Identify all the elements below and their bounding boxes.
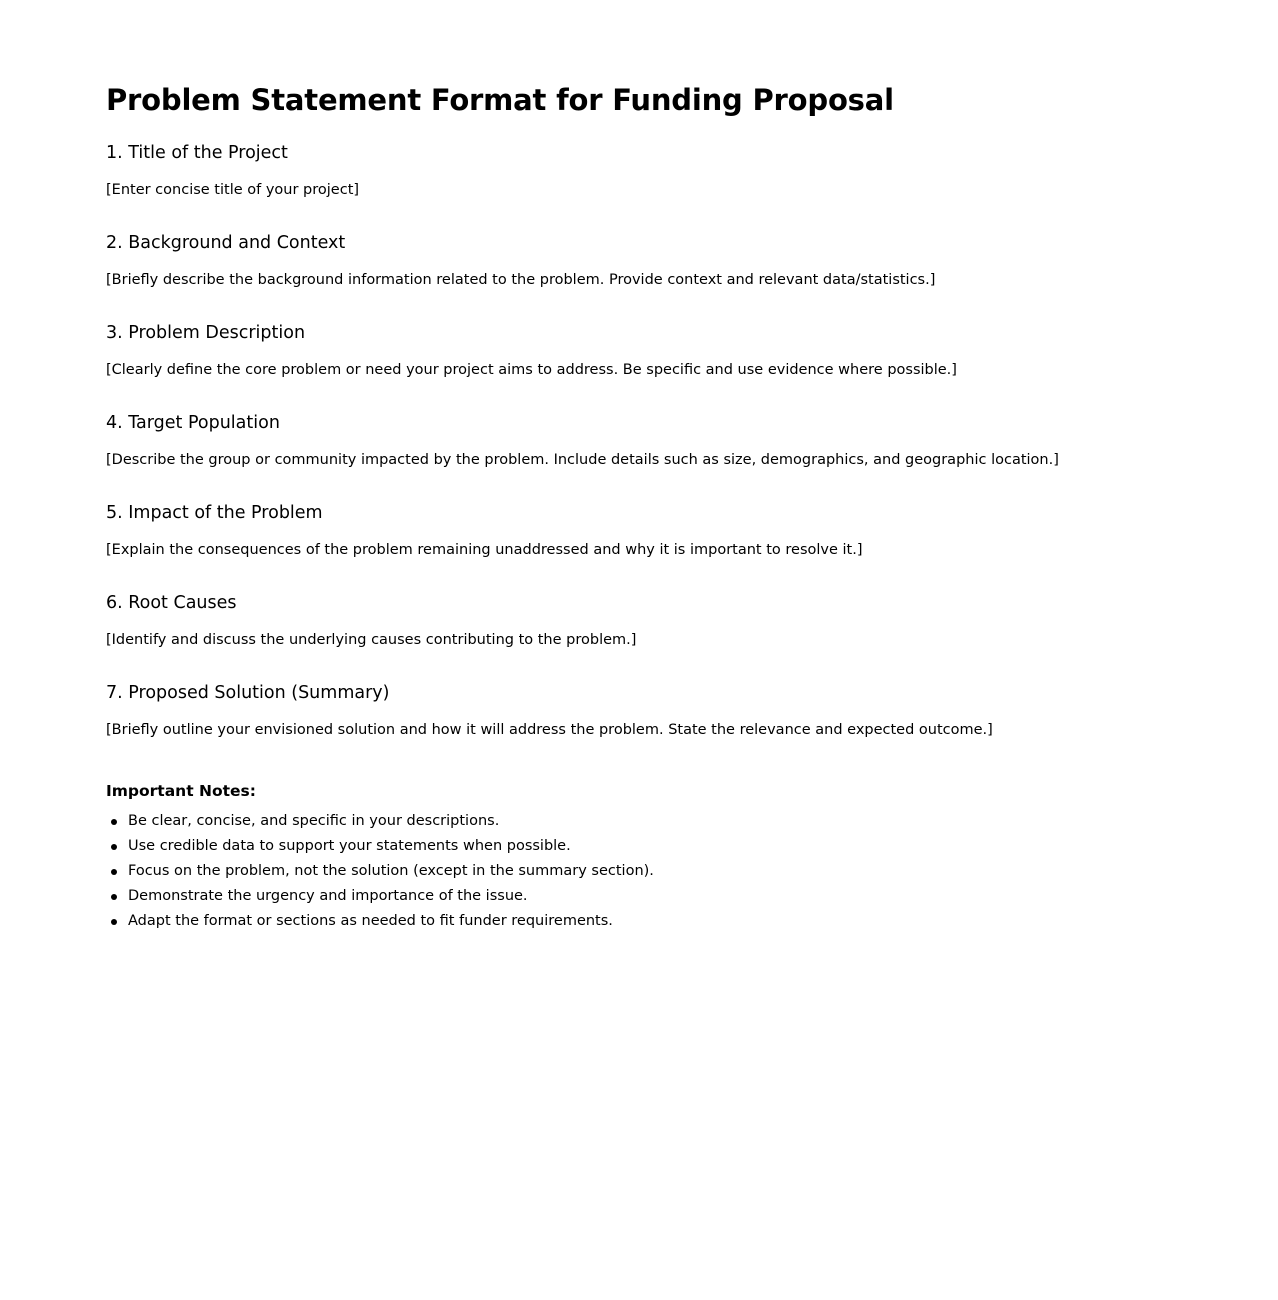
section-root-causes	[106, 590, 1166, 651]
list-item	[128, 834, 1166, 859]
important-notes	[106, 779, 1166, 934]
section-body: [Explain the consequences of the problem remaining unaddressed and why it is important to resolve it.]	[106, 542, 863, 558]
section-body: [Describe the group or community impacted by the problem. Include details such as size, demographics, and geographic location.]	[106, 452, 1059, 468]
document-content	[106, 78, 1166, 934]
list-item-text: Be clear, concise, and specific in your descriptions.	[128, 813, 500, 829]
notes-heading: Important Notes:	[106, 782, 256, 800]
bullet-icon	[111, 869, 117, 875]
list-item-text: Use credible data to support your statements when possible.	[128, 838, 571, 854]
section-heading: 1. Title of the Project	[106, 143, 288, 163]
section-problem-description	[106, 320, 1166, 381]
list-item	[128, 884, 1166, 909]
list-item	[128, 909, 1166, 934]
section-proposed-solution	[106, 680, 1166, 741]
bullet-icon	[111, 844, 117, 850]
bullet-icon	[111, 894, 117, 900]
section-impact	[106, 500, 1166, 561]
section-body: [Enter concise title of your project]	[106, 182, 360, 198]
section-body: [Briefly outline your envisioned solution and how it will address the problem. State the relevance and expected outcome.]	[106, 722, 993, 738]
section-heading: 6. Root Causes	[106, 593, 237, 613]
section-heading: 4. Target Population	[106, 413, 280, 433]
section-heading: 3. Problem Description	[106, 323, 306, 343]
section-title-of-project	[106, 140, 1166, 201]
list-item-text: Focus on the problem, not the solution (except in the summary section).	[128, 863, 654, 879]
section-background-context	[106, 230, 1166, 291]
section-body: [Clearly define the core problem or need your project aims to address. Be specific and use evidence where possible.]	[106, 362, 957, 378]
list-item	[128, 859, 1166, 884]
bullet-icon	[111, 819, 117, 825]
section-body: [Briefly describe the background information related to the problem. Provide context and relevant data/statistics.]	[106, 272, 936, 288]
section-heading: 7. Proposed Solution (Summary)	[106, 683, 390, 703]
section-heading: 2. Background and Context	[106, 233, 346, 253]
page-title: Problem Statement Format for Funding Proposal	[106, 83, 894, 117]
section-body: [Identify and discuss the underlying causes contributing to the problem.]	[106, 632, 637, 648]
bullet-icon	[111, 919, 117, 925]
notes-list	[106, 809, 1166, 934]
list-item-text: Demonstrate the urgency and importance of the issue.	[128, 888, 528, 904]
section-target-population	[106, 410, 1166, 471]
list-item	[128, 809, 1166, 834]
list-item-text: Adapt the format or sections as needed to fit funder requirements.	[128, 913, 613, 929]
section-heading: 5. Impact of the Problem	[106, 503, 323, 523]
